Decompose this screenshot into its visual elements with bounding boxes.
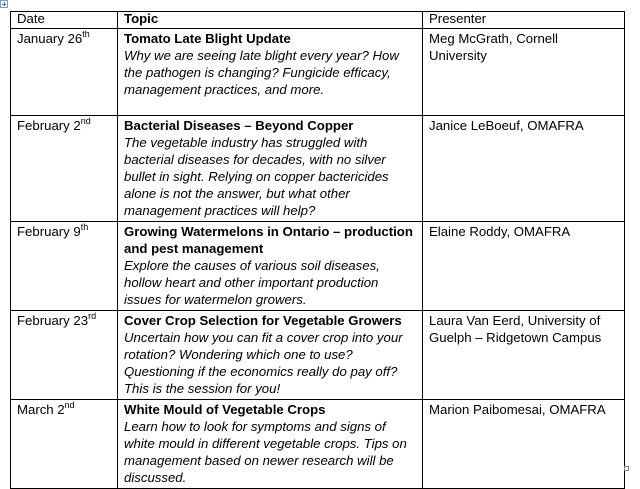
presenter-cell: Meg McGrath, Cornell University (423, 29, 625, 116)
topic-description: Explore the causes of various soil diseases, hollow heart and other important production issues for watermelon growers. (124, 258, 380, 307)
date-text: January 26 (17, 31, 83, 46)
date-text: February 23 (17, 313, 89, 328)
date-text: March 2 (17, 402, 65, 417)
date-suffix: th (80, 221, 89, 232)
table-header-row (11, 12, 625, 29)
topic-cell (118, 400, 423, 489)
topic-cell (118, 116, 423, 222)
header-presenter: Presenter (423, 12, 625, 29)
date-cell (11, 311, 118, 400)
date-cell (11, 116, 118, 222)
topic-title: White Mould of Vegetable Crops (124, 402, 326, 417)
header-topic: Topic (118, 12, 423, 29)
topic-title: Bacterial Diseases – Beyond Copper (124, 118, 354, 133)
table-row (11, 29, 625, 116)
schedule-table (10, 11, 625, 489)
topic-title: Cover Crop Selection for Vegetable Growers (124, 313, 402, 328)
table-row (11, 116, 625, 222)
table-move-icon[interactable] (0, 0, 8, 8)
presenter-cell: Elaine Roddy, OMAFRA (423, 222, 625, 311)
date-cell (11, 400, 118, 489)
topic-cell (118, 29, 423, 116)
presenter-cell: Laura Van Eerd, University of Guelph – Ridgetown Campus (423, 311, 625, 400)
header-date: Date (11, 12, 118, 29)
topic-title: Tomato Late Blight Update (124, 31, 291, 46)
date-suffix: nd (64, 399, 75, 410)
date-suffix: nd (80, 115, 91, 126)
presenter-cell: Janice LeBoeuf, OMAFRA (423, 116, 625, 222)
date-suffix: rd (88, 310, 97, 321)
date-cell (11, 222, 118, 311)
topic-description: The vegetable industry has struggled with bacterial diseases for decades, with no silver bullet in sight. Relying on copper bactericides alone is not the answer, but what other management practices will help? (124, 135, 389, 218)
topic-cell (118, 311, 423, 400)
table-row (11, 222, 625, 311)
date-suffix: th (82, 28, 90, 39)
topic-description: Uncertain how you can fit a cover crop into your rotation? Wondering which one to use? Questioning if the economics really do pay off? This is the session for you! (124, 330, 403, 396)
presenter-cell: Marion Paibomesai, OMAFRA (423, 400, 625, 489)
topic-title: Growing Watermelons in Ontario – production and pest management (124, 224, 413, 256)
date-text: February 2 (17, 118, 81, 133)
topic-description: Why we are seeing late blight every year? How the pathogen is changing? Fungicide efficacy, management practices, and more. (124, 48, 399, 97)
date-cell (11, 29, 118, 116)
table-row (11, 400, 625, 489)
date-text: February 9 (17, 224, 81, 239)
table-row (11, 311, 625, 400)
topic-cell (118, 222, 423, 311)
table-resize-icon[interactable] (624, 466, 629, 471)
topic-description: Learn how to look for symptoms and signs of white mould in different vegetable crops. Tips on management based on newer research will be discussed. (124, 419, 407, 485)
